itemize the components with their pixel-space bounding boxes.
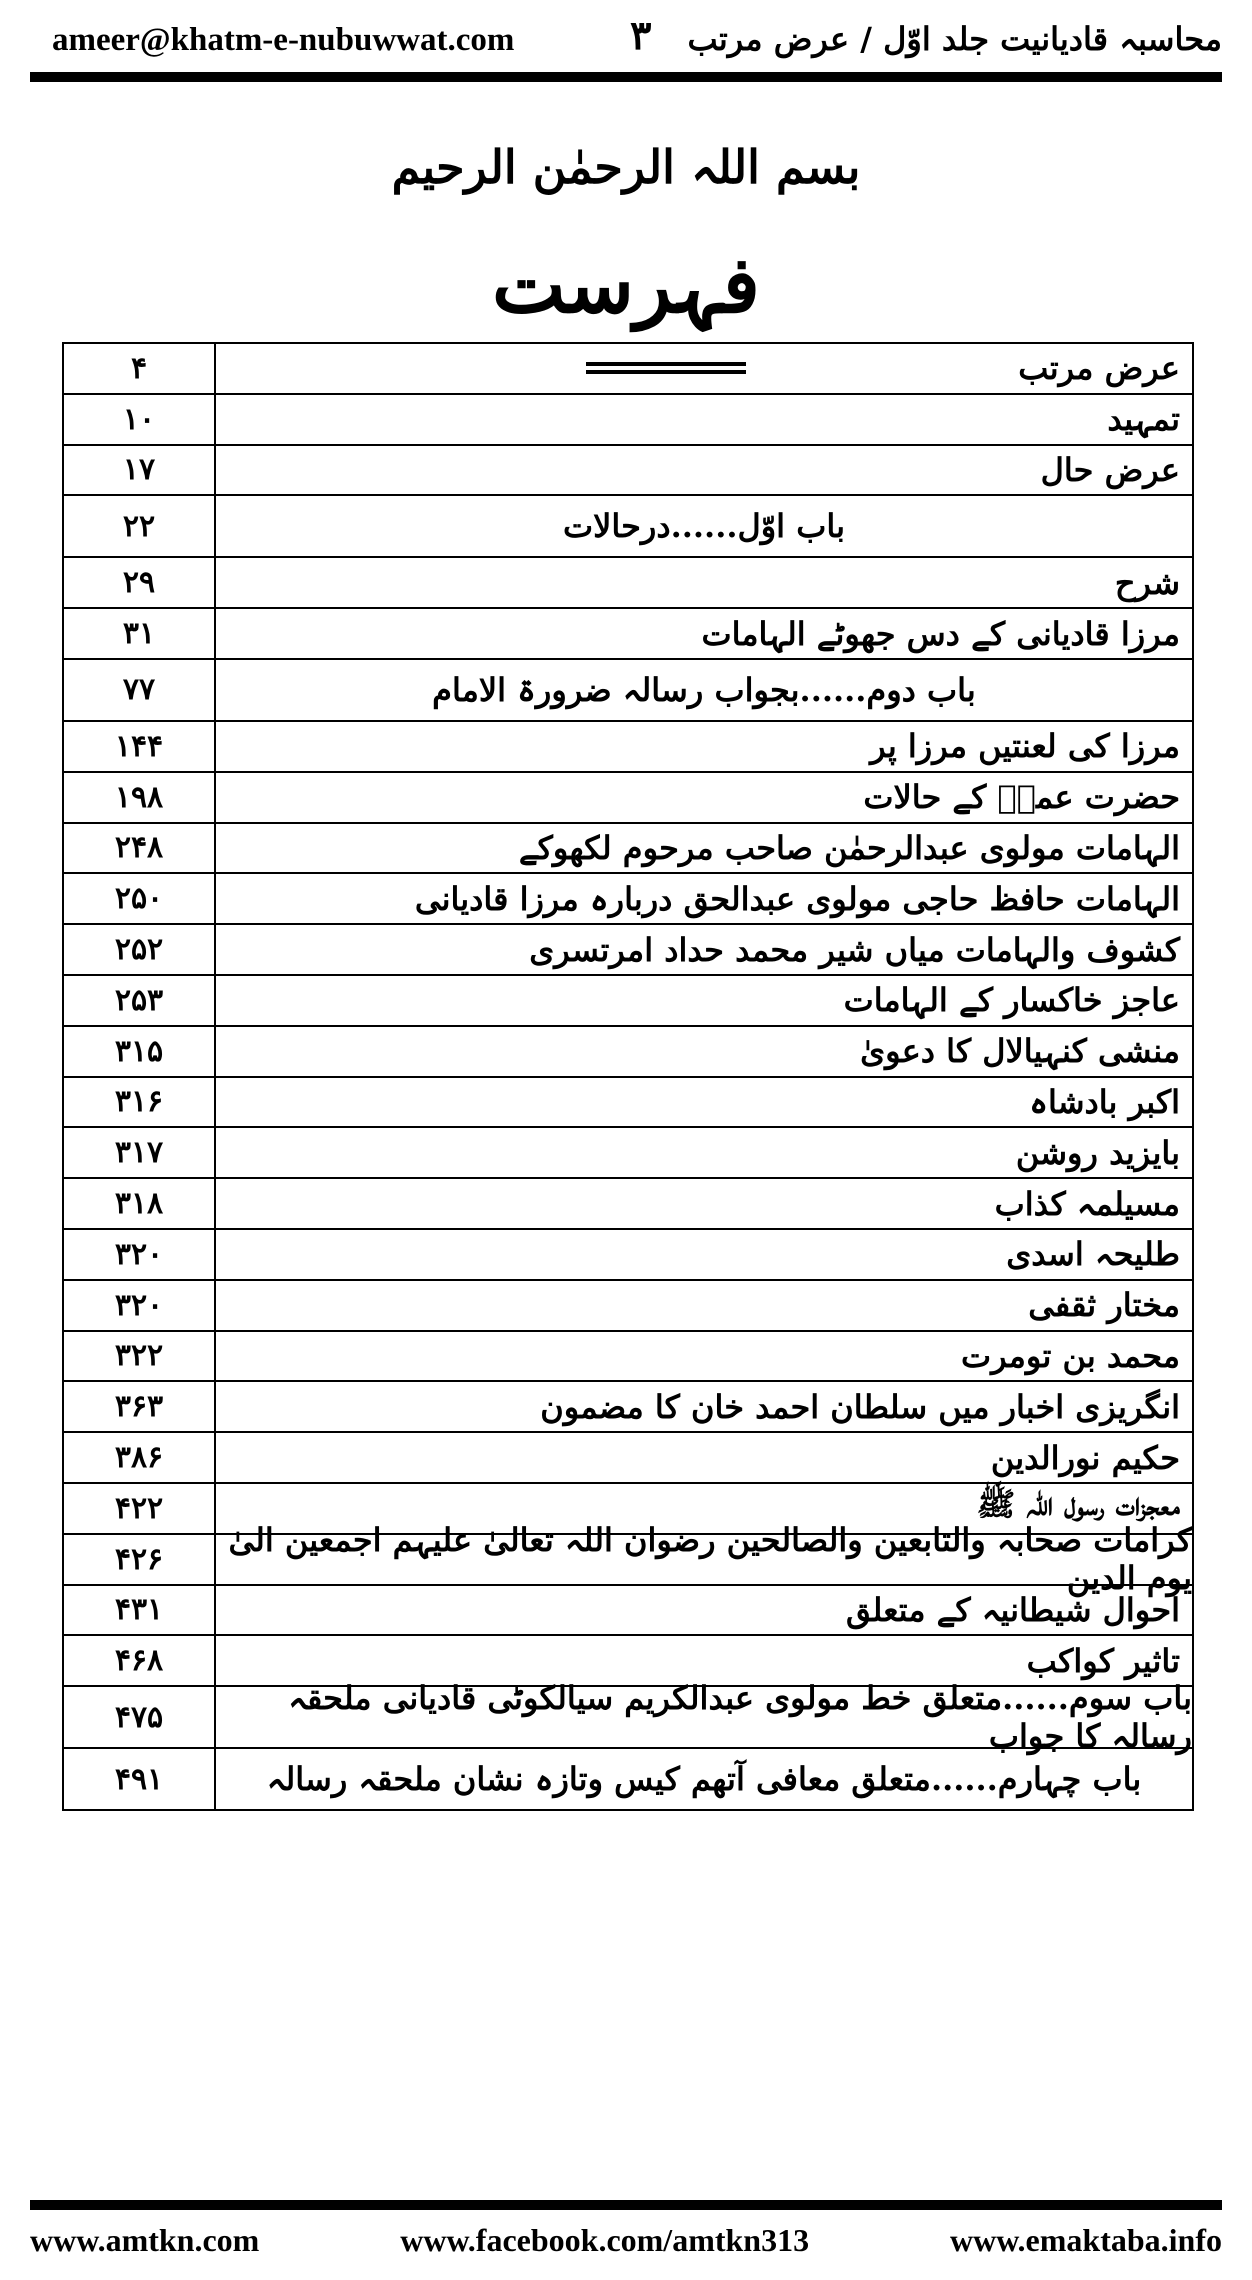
footer-rule — [30, 2200, 1222, 2210]
toc-page-number: ۳۶۳ — [64, 1382, 216, 1431]
toc-page-number: ۳۱۶ — [64, 1078, 216, 1127]
toc-entry-title: اکبر بادشاہ — [1029, 1082, 1180, 1121]
toc-page-number: ۱۴۴ — [64, 722, 216, 771]
toc-page-number: ۳۱۷ — [64, 1128, 216, 1177]
toc-page-number: ۲۵۰ — [64, 874, 216, 923]
toc-page-number: ۳۸۶ — [64, 1433, 216, 1482]
toc-title: فہرست — [492, 240, 760, 331]
toc-entry-title: احوال شیطانیہ کے متعلق — [845, 1590, 1180, 1629]
table-row — [64, 1281, 1192, 1332]
toc-page-number: ۳۲۰ — [64, 1281, 216, 1330]
toc-entry-title: مختار ثقفی — [1028, 1286, 1180, 1325]
toc-page-number: ۳۱۸ — [64, 1179, 216, 1228]
table-row — [64, 976, 1192, 1027]
toc-page-number: ۱۰ — [64, 395, 216, 444]
table-row — [64, 1332, 1192, 1383]
toc-entry-title: کشوف والہامات میاں شیر محمد حداد امرتسری — [529, 930, 1180, 969]
table-row — [64, 446, 1192, 497]
table-row — [64, 1679, 1192, 1756]
footer-link-emaktaba[interactable]: www.emaktaba.info — [949, 2222, 1222, 2258]
toc-page-number: ۱۷ — [64, 446, 216, 495]
toc-page-number: ۴۲۲ — [64, 1484, 216, 1533]
header-rule — [30, 72, 1222, 82]
toc-page-number: ۴۳۱ — [64, 1586, 216, 1635]
toc-page-number: ۲۵۳ — [64, 976, 216, 1025]
toc-entry-title: تمہید — [1107, 400, 1180, 439]
toc-chapter-title: باب اوّل......درحالات — [563, 507, 845, 546]
toc-page-number: ۴ — [64, 344, 216, 393]
toc-entry-title: انگریزی اخبار میں سلطان احمد خان کا مضمون — [540, 1387, 1180, 1426]
toc-table — [62, 342, 1194, 1811]
double-rule-divider — [586, 362, 746, 374]
table-row — [64, 874, 1192, 925]
toc-entry-title: بایزید روشن — [1015, 1133, 1180, 1172]
table-row — [64, 1230, 1192, 1281]
toc-page-number: ۳۲۰ — [64, 1230, 216, 1279]
toc-entry-title: تاثیر کواکب — [1026, 1641, 1180, 1680]
toc-entry-title: حکیم نورالدین — [990, 1438, 1180, 1477]
page-footer — [30, 2222, 1222, 2259]
page-number: ۳ — [630, 12, 652, 59]
table-row — [64, 344, 1192, 395]
table-row — [64, 1027, 1192, 1078]
toc-page-number: ۴۲۶ — [64, 1535, 216, 1584]
bismillah-heading: بسم اللہ الرحمٰن الرحیم — [391, 140, 861, 194]
toc-chapter-title: باب چہارم......متعلق معافی آتھم کیس وتازہ نشان ملحقہ رسالہ — [266, 1760, 1142, 1799]
table-row — [64, 609, 1192, 660]
toc-entry-title: شرح — [1114, 563, 1180, 602]
toc-page-number: ۲۲ — [64, 496, 216, 556]
toc-page-number: ۳۲۲ — [64, 1332, 216, 1381]
page-header — [30, 8, 1222, 68]
toc-entry-title: مرزا کی لعنتیں مرزا پر — [870, 727, 1180, 766]
table-row — [64, 660, 1192, 722]
table-row — [64, 1433, 1192, 1484]
footer-link-amtkn[interactable]: www.amtkn.com — [30, 2222, 260, 2258]
toc-page-number: ۴۹۱ — [64, 1749, 216, 1809]
book-title: محاسبہ قادیانیت جلد اوّل / عرض مرتب — [687, 20, 1222, 58]
header-email[interactable]: ameer@khatm-e-nubuwwat.com — [52, 22, 515, 58]
toc-page-number: ۳۱ — [64, 609, 216, 658]
toc-entry-title: عرض حال — [1040, 450, 1180, 489]
toc-page-number: ۲۵۲ — [64, 925, 216, 974]
toc-entry-title: محمد بن تومرت — [961, 1336, 1180, 1375]
toc-entry-title: طلیحہ اسدی — [1006, 1235, 1180, 1274]
table-row — [64, 1078, 1192, 1129]
toc-page-number: ۷۷ — [64, 660, 216, 720]
table-row — [64, 558, 1192, 609]
table-row — [64, 773, 1192, 824]
table-row — [64, 925, 1192, 976]
toc-entry-title: معجزات رسول اللہ ﷺ — [976, 1485, 1180, 1524]
table-row — [64, 1749, 1192, 1809]
toc-entry-title: مسیلمہ کذاب — [994, 1184, 1180, 1223]
table-row — [64, 395, 1192, 446]
toc-entry-title: عرض مرتب — [216, 344, 1192, 393]
footer-link-facebook[interactable]: www.facebook.com/amtkn313 — [400, 2222, 810, 2258]
toc-chapter-title: باب سوم......متعلق خط مولوی عبدالکریم سیالکوٹی قادیانی ملحقہ رسالہ کا جواب — [288, 1679, 1192, 1756]
toc-entry-title: حضرت عمرؓ کے حالات — [863, 778, 1180, 817]
toc-page-number: ۱۹۸ — [64, 773, 216, 822]
toc-entry-title: کرامات صحابہ والتابعین والصالحین رضوان اللہ تعالیٰ علیہم اجمعین الیٰ یوم الدین — [228, 1521, 1192, 1598]
toc-page-number: ۲۹ — [64, 558, 216, 607]
table-row — [64, 722, 1192, 773]
table-row — [64, 1128, 1192, 1179]
toc-page-number: ۴۷۵ — [64, 1687, 216, 1747]
toc-page-number: ۴۶۸ — [64, 1636, 216, 1685]
toc-chapter-title: باب دوم......بجواب رسالہ ضرورۃ الامام — [432, 670, 976, 709]
toc-page-number: ۳۱۵ — [64, 1027, 216, 1076]
table-row — [64, 1586, 1192, 1637]
table-row — [64, 1179, 1192, 1230]
table-row — [64, 1382, 1192, 1433]
table-row — [64, 1521, 1192, 1598]
toc-entry-title: عاجز خاکسار کے الہامات — [843, 981, 1180, 1020]
table-row — [64, 824, 1192, 875]
toc-entry-title: منشی کنہیالال کا دعویٰ — [860, 1032, 1180, 1071]
toc-entry-title: الہامات مولوی عبدالرحمٰن صاحب مرحوم لکھوکے — [518, 828, 1180, 867]
toc-page-number: ۲۴۸ — [64, 824, 216, 873]
toc-entry-title: الہامات حافظ حاجی مولوی عبدالحق دربارہ مرزا قادیانی — [414, 879, 1180, 918]
toc-entry-title: مرزا قادیانی کے دس جھوٹے الہامات — [701, 614, 1180, 653]
table-row — [64, 496, 1192, 558]
